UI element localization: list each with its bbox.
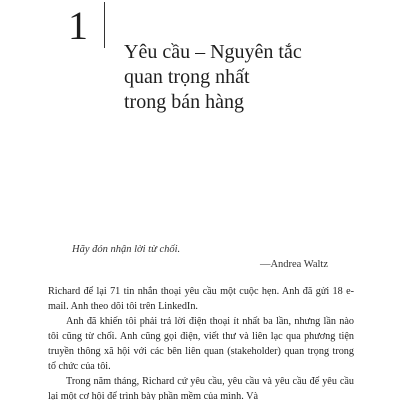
chapter-title xyxy=(124,40,384,115)
body-text xyxy=(48,284,354,400)
epigraph-attribution: —Andrea Waltz xyxy=(259,259,328,270)
body-paragraph: Trong năm tháng, Richard cứ yêu cầu, yêu cầu và yêu cầu để yêu cầu lại một cơ hội để trình bày phần mềm của mình. Và xyxy=(48,376,354,400)
chapter-divider-rule xyxy=(104,2,105,48)
body-paragraph: Richard để lại 71 tin nhắn thoại yêu cầu một cuộc hẹn. Anh đã gửi 18 e-mail. Anh theo dõi tôi trên LinkedIn. xyxy=(48,286,354,312)
epigraph-quote: Hãy đón nhận lời từ chối. xyxy=(72,244,181,255)
chapter-title-line: trong bán hàng xyxy=(124,91,244,113)
body-paragraph: Anh đã khiến tôi phải trả lời điện thoại ít nhất ba lần, nhưng lần nào tôi cũng từ chối. Anh cũng gọi điện, viết thư và liên lạc qua phương tiện truyền thông xã hội với các bên liên quan (stakeholder) quan trọng trong tổ chức của tôi. xyxy=(48,316,354,372)
chapter-title-line: quan trọng nhất xyxy=(124,66,250,88)
chapter-title-line: Yêu cầu – Nguyên tắc xyxy=(124,41,302,63)
chapter-number: 1 xyxy=(68,3,88,48)
